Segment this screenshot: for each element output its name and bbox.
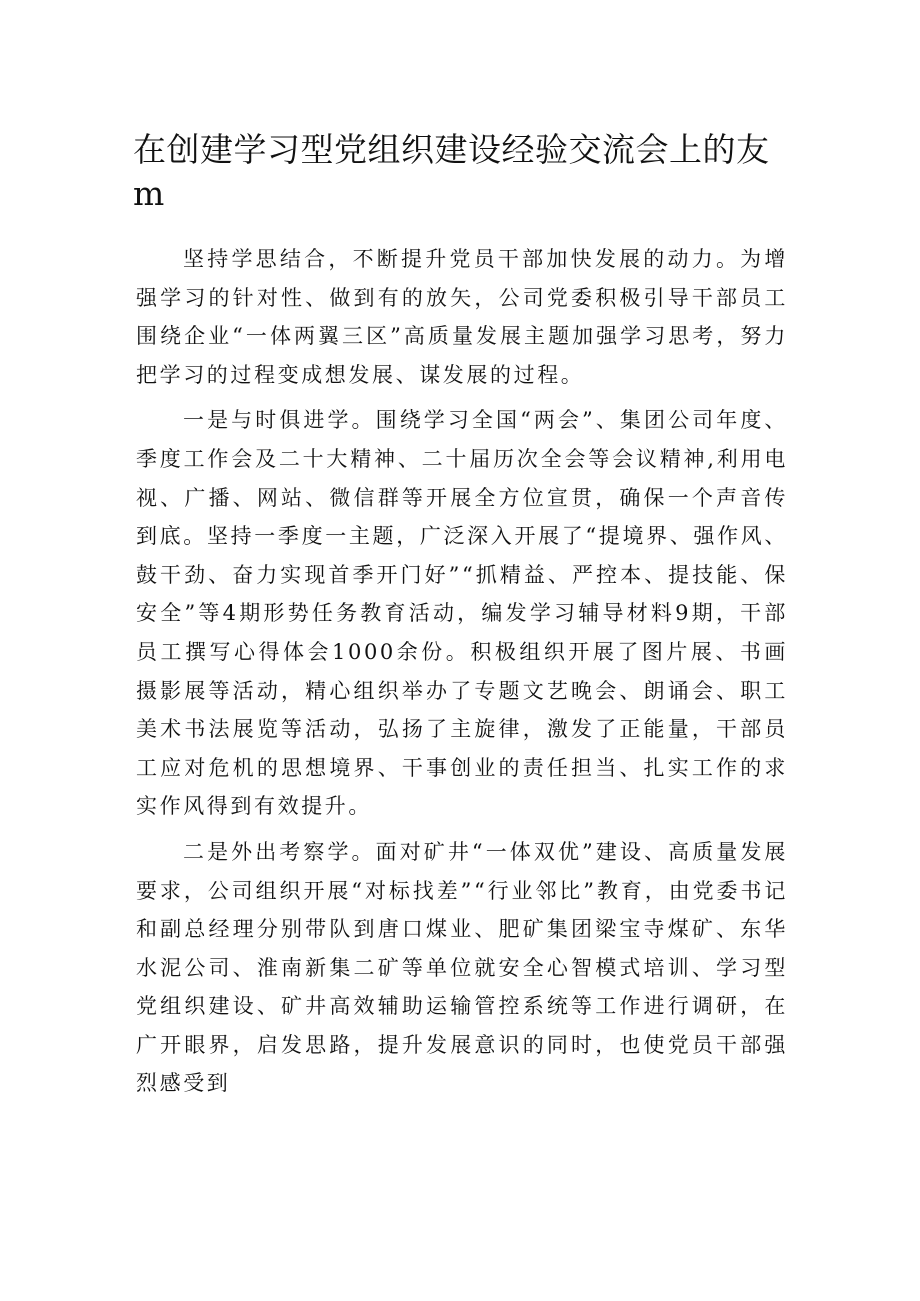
paragraph-point-two: 二是外出考察学。面对矿井“一体双优”建设、高质量发展要求，公司组织开展“对标找差”“行业邻比”教育，由党委书记和副总经理分别带队到唐口煤业、肥矿集团梁宝寺煤矿、东华水泥公司、淮南新集二矿等单位就安全心智模式培训、学习型党组织建设、矿井高效辅助运输管控系统等工作进行调研，在广开眼界，启发思路，提升发展意识的同时，也使党员干部强烈感受到 [136,839,788,1096]
paragraph-intro: 坚持学思结合，不断提升党员干部加快发展的动力。为增强学习的针对性、做到有的放矢，公司党委积极引导干部员工围绕企业“一体两翼三区”高质量发展主题加强学习思考，努力把学习的过程变成想发展、谋发展的过程。 [136,247,788,387]
document-title: 在创建学习型党组织建设经验交流会上的友m [133,130,770,213]
document-body [136,240,788,1110]
paragraph-point-one: 一是与时俱进学。围绕学习全国“两会”、集团公司年度、季度工作会及二十大精神、二十届历次全会等会议精神,利用电视、广播、网站、微信群等开展全方位宣贯，确保一个声音传到底。坚持一季度一主题，广泛深入开展了“提境界、强作风、鼓干劲、奋力实现首季开门好”“抓精益、严控本、提技能、保安全”等4期形势任务教育活动，编发学习辅导材料9期，干部员工撰写心得体会1000余份。积极组织开展了图片展、书画摄影展等活动，精心组织举办了专题文艺晚会、朗诵会、职工美术书法展览等活动，弘扬了主旋律，激发了正能量，干部员工应对危机的思想境界、干事创业的责任担当、扎实工作的求实作风得到有效提升。 [136,408,788,819]
